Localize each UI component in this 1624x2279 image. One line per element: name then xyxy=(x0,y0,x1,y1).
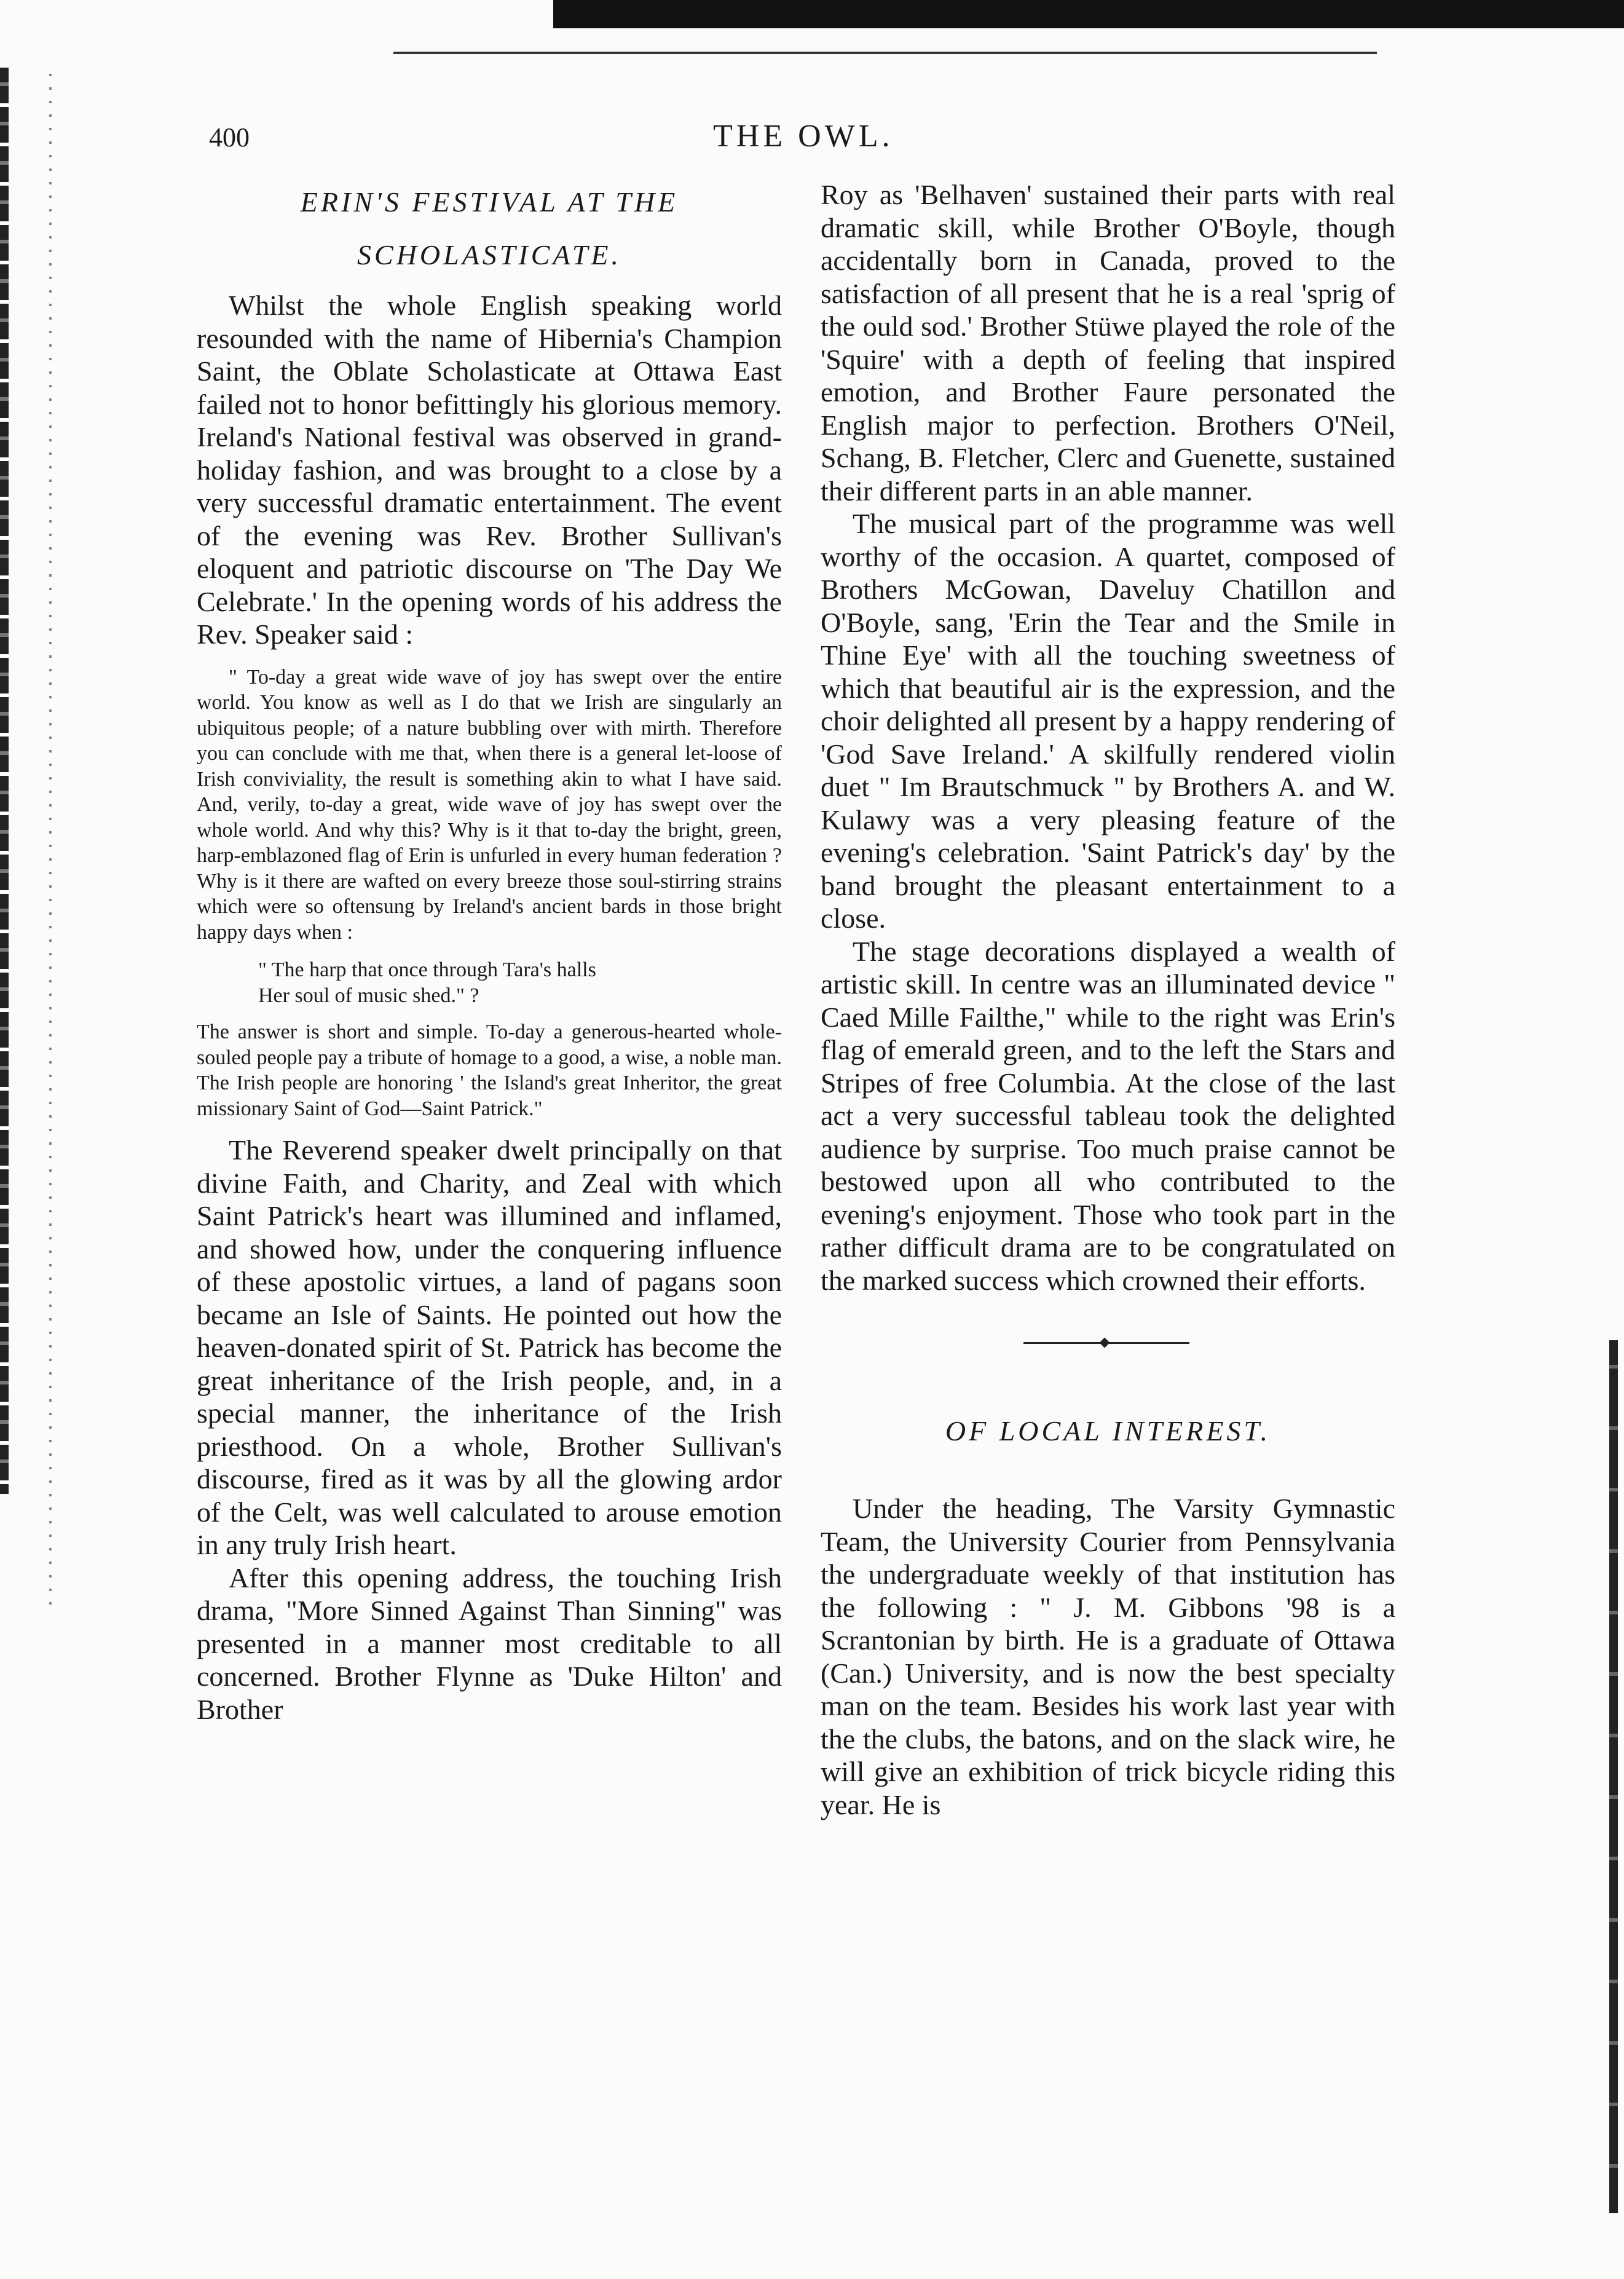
poem-line: " The harp that once through Tara's halls xyxy=(258,958,596,981)
left-margin-marks xyxy=(49,74,52,1611)
poem-quote xyxy=(197,957,782,1008)
top-rule xyxy=(393,52,1377,54)
article-paragraph: Under the heading, The Varsity Gymnastic Team, the University Courier from Pennsylvania the undergraduate weekly of that institution has the following : " J. M. Gibbons '98 is a Scrantonian by birth. He is a graduate of Ottawa (Can.) University, and is now the best specialty man on the team. Besides his work last year with the the clubs, the batons, and on the slack wire, he will give an exhibition of trick bicycle riding this year. He is xyxy=(821,1493,1395,1820)
left-column xyxy=(197,178,782,1726)
section-title: OF LOCAL INTEREST. xyxy=(945,1415,1271,1447)
article-paragraph: After this opening address, the touching Irish drama, "More Sinned Against Than Sinning" was presented in a manner most creditable to all concerned. Brother Flynne as 'Duke Hilton' and Brother xyxy=(197,1562,782,1725)
article-paragraph: The musical part of the programme was well worthy of the occasion. A quartet, composed of Brothers McGowan, Daveluy Chatillon and O'Boyle, sang, 'Erin the Tear and the Smile in Thine Eye' with all the touching sweetness of which that beautiful air is the expression, and the choir delighted all present by a happy rendering of 'God Save Ireland.' A skilfully rendered violin duet " Im Brautschmuck " by Brothers A. and W. Kulawy was a very pleasing feature of the evening's celebration. 'Saint Patrick's day' by the band brought the pleasant entertainment to a close. xyxy=(821,508,1395,934)
section-ornament xyxy=(821,1325,1395,1362)
article-paragraph: Whilst the whole English speaking world resounded with the name of Hibernia's Champion Saint, the Oblate Scholasticate at Ottawa East failed not to honor befittingly his glorious memory. Ireland's National festival was observed in grand-holiday fashion, and was brought to a close by a very successful dramatic entertainment. The event of the evening was Rev. Brother Sullivan's eloquent and patriotic discourse on 'The Day We Celebrate.' In the opening words of his address the Rev. Speaker said : xyxy=(197,290,782,650)
top-scan-border xyxy=(553,0,1624,28)
right-scan-edge xyxy=(1609,1340,1618,2213)
article-title-line1: ERIN'S FESTIVAL AT THE xyxy=(300,186,679,218)
running-head: THE OWL. xyxy=(713,119,894,154)
left-scan-edge xyxy=(0,68,9,1494)
article-title-line2: SCHOLASTICATE. xyxy=(357,239,621,271)
page-number: 400 xyxy=(209,122,250,152)
poem-line: Her soul of music shed." ? xyxy=(258,984,479,1007)
ornament-diamond xyxy=(1100,1338,1110,1348)
block-quote: " To-day a great wide wave of joy has swept over the entire world. You know as well as I do that we Irish are singularly an ubiquitous people; of a nature bubbling over with mirth. Therefore you can conclude with me that, when there is a general let-loose of Irish conviviality, the result is something akin to what I have said. And, verily, to-day a great, wide wave of joy has swept over the whole world. And why this? Why is it that to-day the bright, green, harp-emblazoned flag of Erin is unfurled in every human federation ? Why is it there are wafted on every breeze those soul-stirring strains which were so oftensung by Ireland's ancient bards in those bright happy days when : xyxy=(197,665,782,944)
right-column xyxy=(821,178,1395,1821)
article-paragraph: The stage decorations displayed a wealth of artistic skill. In centre was an illuminated device " Caed Mille Failthe," while to the right was Erin's flag of emerald green, and to the left the Stars and Stripes of free Columbia. At the close of the last act a very successful tableau took the delighted audience by surprise. Too much praise cannot be bestowed upon all who contributed to the evening's enjoyment. Those who took part in the rather difficult drama are to be congratulated on the marked success which crowned their efforts. xyxy=(821,935,1395,1296)
block-quote: The answer is short and simple. To-day a generous-hearted whole-souled people pay a tribute of homage to a good, a wise, a noble man. The Irish people are honoring ' the Island's great Inheritor, the great missionary Saint of God—Saint Patrick." xyxy=(197,1021,782,1120)
article-paragraph: The Reverend speaker dwelt principally on that divine Faith, and Charity, and Zeal with which Saint Patrick's heart was illumined and inflamed, and showed how, under the conquering influence of these apostolic virtues, a land of pagans soon became an Isle of Saints. He pointed out how the heaven-donated spirit of St. Patrick has become the great inheritance of the Irish people, and, in a special manner, the inheritance of the Irish priesthood. On a whole, Brother Sullivan's discourse, fired as it was by all the glowing ardor of the Celt, was well calculated to arouse emotion in any truly Irish heart. xyxy=(197,1134,782,1560)
article-paragraph: Roy as 'Belhaven' sustained their parts with real dramatic skill, while Brother O'Boyle, though accidentally born in Canada, proved to the satisfaction of all present that he is a real 'sprig of the ould sod.' Brother Stüwe played the role of the 'Squire' with a depth of feeling that inspired emotion, and Brother Faure personated the English major to perfection. Brothers O'Neil, Schang, B. Fletcher, Clerc and Guenette, sustained their different parts in an able manner. xyxy=(821,179,1395,507)
